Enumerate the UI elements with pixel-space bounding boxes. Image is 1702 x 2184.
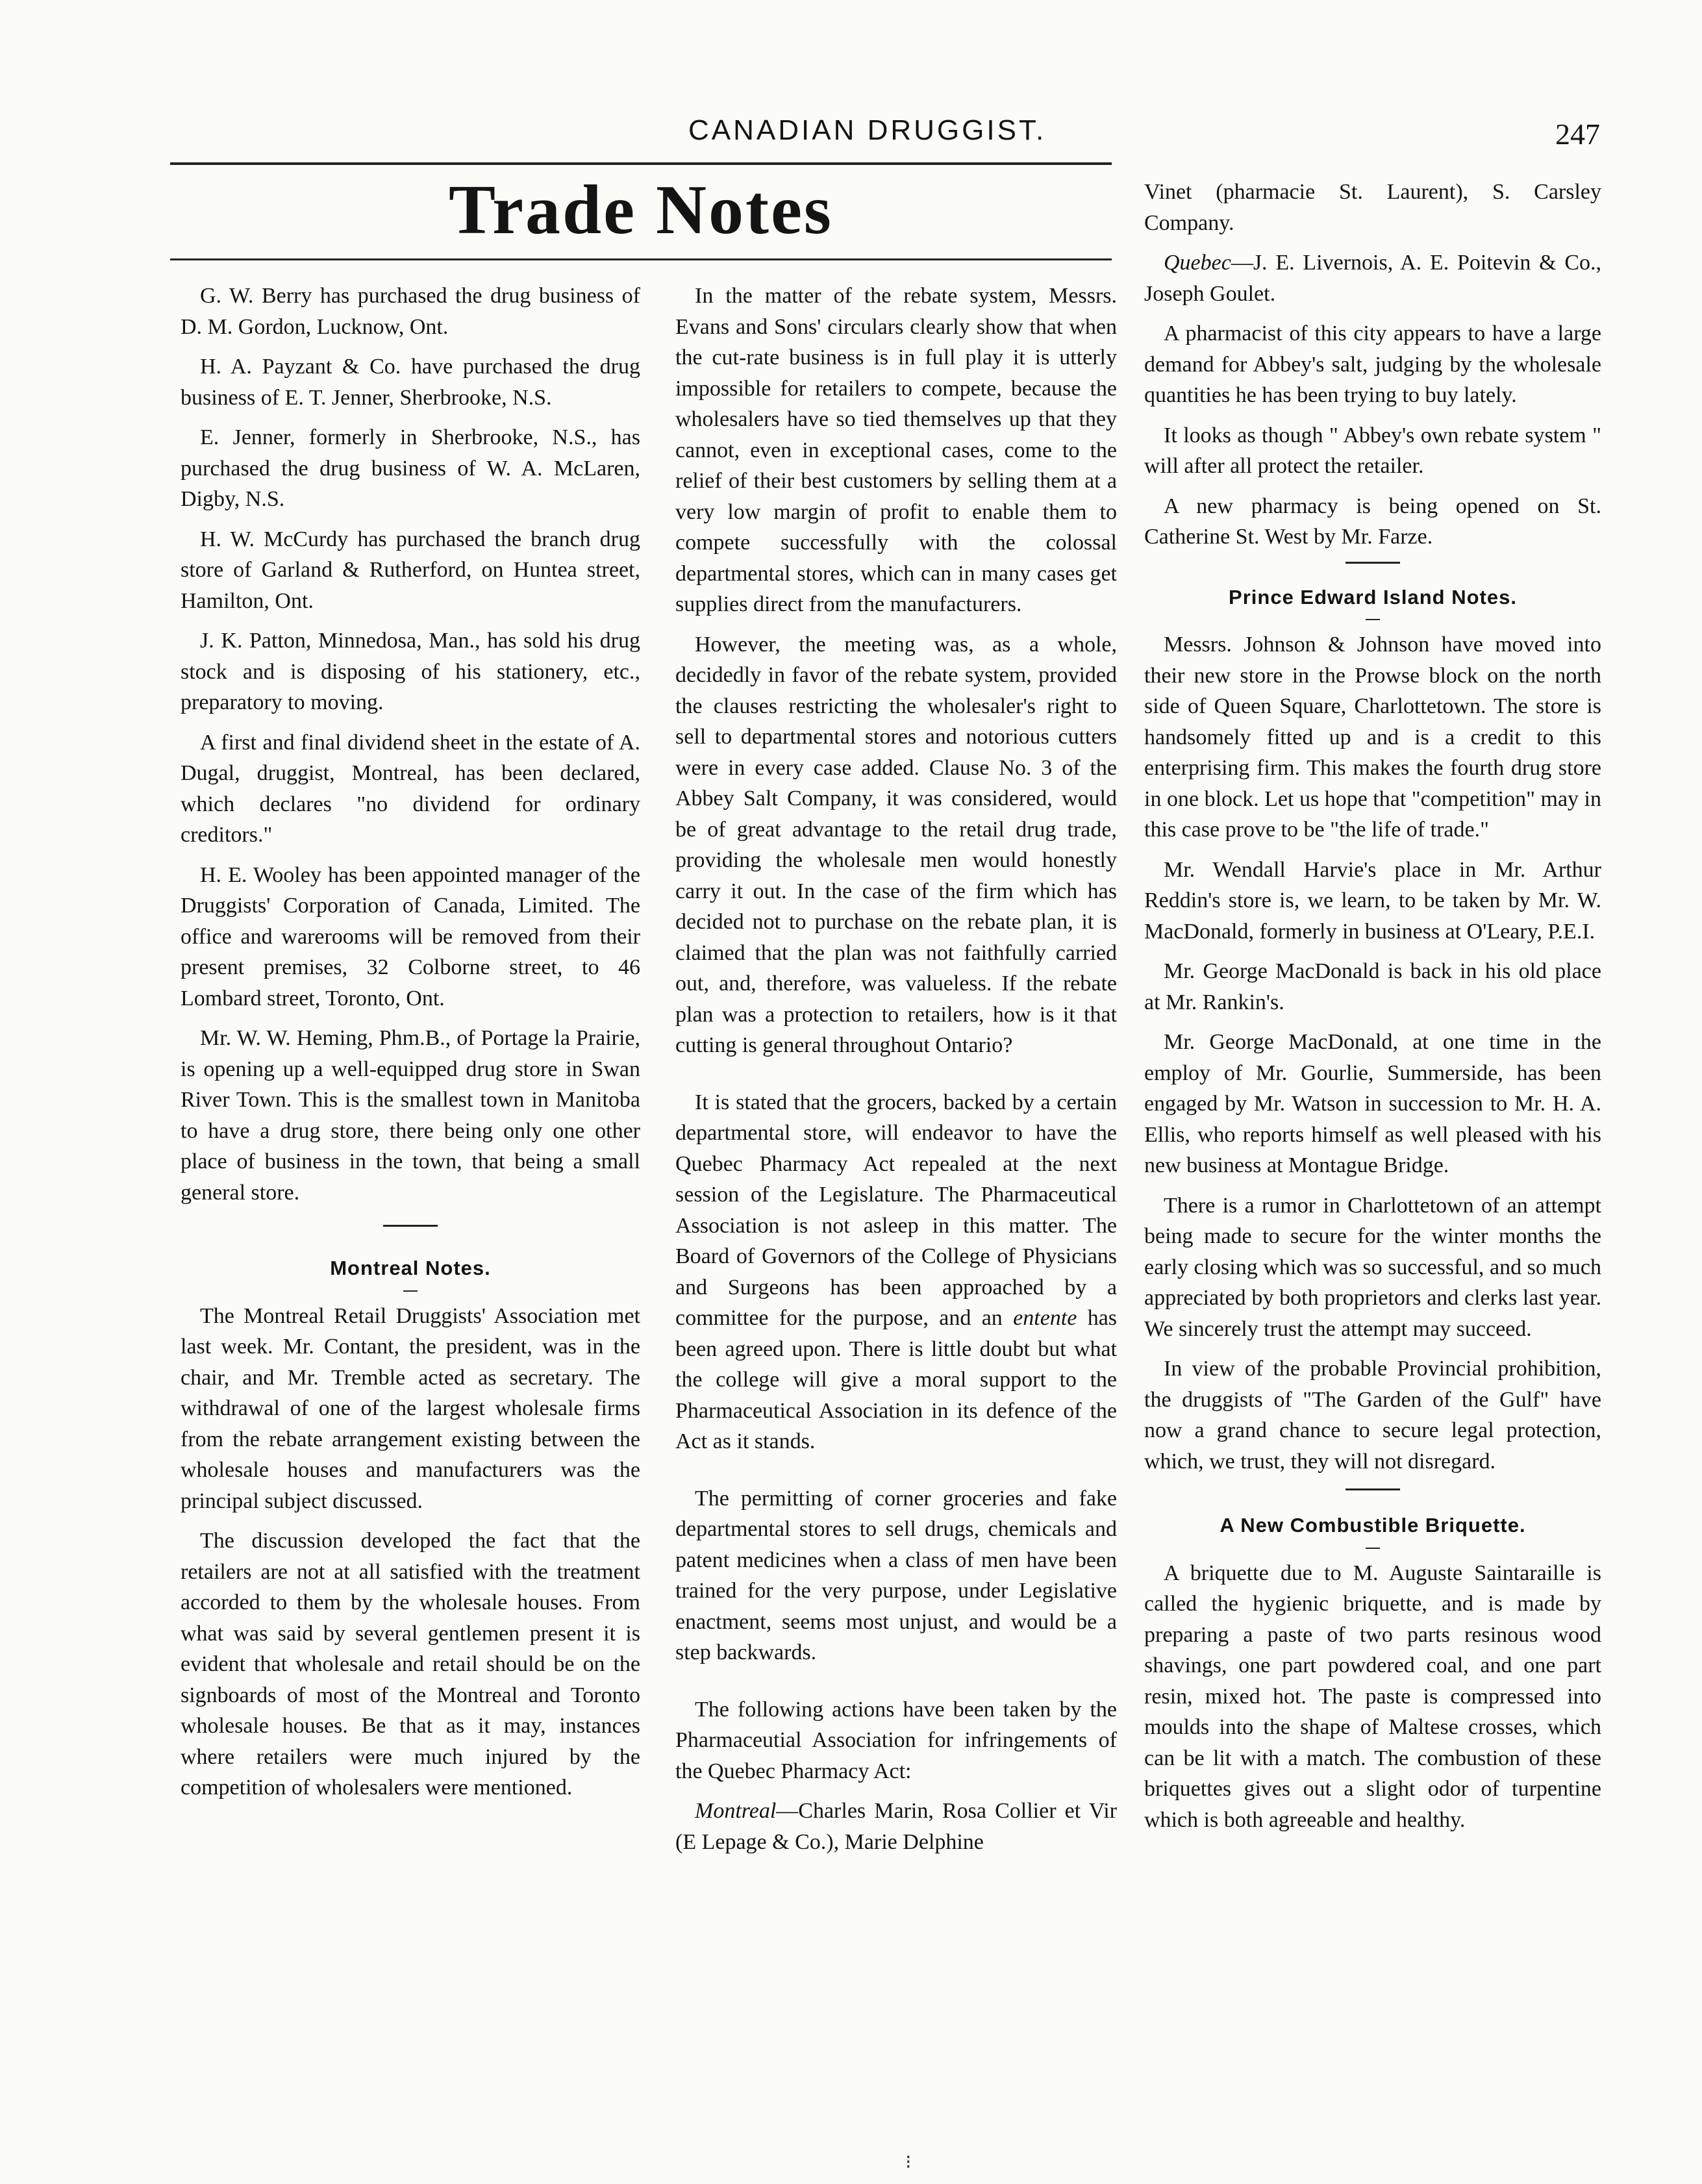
journal-title: CANADIAN DRUGGIST.	[688, 114, 1047, 146]
montreal-notes-heading: Montreal Notes.	[330, 1257, 491, 1279]
news-item	[675, 1796, 1117, 1857]
text-run: —J. E. Livernois, A. E. Poitevin & Co., Joseph Goulet.	[1144, 251, 1601, 306]
news-item: The Montreal Retail Druggists' Association met last week. Mr. Contant, the president, was in the chair, and Mr. Tremble acted as secretary. The withdrawal of one of the largest wholesale firms from the rebate arrangement existing between the wholesale houses and manufacturers was the principal subject discussed.	[181, 1303, 640, 1513]
news-item: Mr. George MacDonald, at one time in the employ of Mr. Gourlie, Summerside, has been engaged by Mr. Watson in succession to Mr. H. A. Ellis, who reports himself as well pleased with his new business at Montague Bridge.	[1144, 1030, 1601, 1177]
news-item: There is a rumor in Charlottetown of an attempt being made to secure for the winter months the early closing which was so successful, and so much appreciated by both proprietors and clerks last year. We sincerely trust the attempt may succeed.	[1144, 1193, 1601, 1341]
print-smudge: ⁝	[905, 2152, 912, 2173]
news-item	[1144, 247, 1601, 309]
news-item: However, the meeting was, as a whole, decidedly in favor of the rebate system, provided the clauses restricting the wholesaler's right to sell to departmental stores and notorious cutters were in every case added. Clause No. 3 of the Abbey Salt Company, it was considered, would be of great advantage to the retail drug trade, providing the wholesale men would honestly carry it out. In the case of the firm which has decided not to purchase on the rebate plan, it is claimed that the plan was not faithfully carried out, and, therefore, was valueless. If the rebate plan was a protection to retailers, how is it that cutting is general throughout Ontario?	[675, 632, 1117, 1057]
news-item: A first and final dividend sheet in the estate of A. Dugal, druggist, Montreal, has been declared, which declares "no dividend for ordinary creditors."	[181, 730, 640, 847]
pei-notes-heading: Prince Edward Island Notes.	[1229, 585, 1517, 609]
heading-dash	[1366, 1548, 1380, 1549]
news-item: J. K. Patton, Minnedosa, Man., has sold his drug stock and is disposing of his stationery, etc., preparatory to moving.	[181, 629, 640, 714]
italic-term: entente	[1013, 1306, 1077, 1330]
title-rule	[170, 258, 1112, 260]
news-item: The permitting of corner groceries and fake departmental stores to sell drugs, chemicals and patent medicines when a class of men have been trained for the very purpose, under Legislative enactment, seems most unjust, and would be a step backwards.	[675, 1486, 1117, 1664]
section-divider	[1345, 1488, 1400, 1490]
news-item: E. Jenner, formerly in Sherbrooke, N.S., has purchased the drug business of W. A. McLaren, Digby, N.S.	[181, 425, 640, 511]
column-right	[1144, 177, 1601, 1844]
news-item: A new pharmacy is being opened on St. Catherine St. West by Mr. Farze.	[1144, 494, 1601, 549]
news-item: The following actions have been taken by the Pharmaceutial Association for infringements of the Quebec Pharmacy Act:	[675, 1697, 1117, 1783]
column-left	[181, 281, 640, 1813]
news-item: H. E. Wooley has been appointed manager of the Druggists' Corporation of Canada, Limited. The office and warerooms will be removed from their present premises, 32 Colborne street, to 46 Lombard street, Toronto, Ont.	[181, 862, 640, 1010]
news-item: A briquette due to M. Auguste Saintaraille is called the hygienic briquette, and is made by preparing a paste of two parts resinous wood shavings, one part powdered coal, and one part resin, mixed hot. The paste is compressed into moulds into the shape of Maltese crosses, which can be lit with a match. The combustion of these briquettes gives out a slight odor of turpentine which is both agreeable and healthy.	[1144, 1561, 1601, 1832]
column-middle	[675, 281, 1117, 1866]
text-run: —Charles Marin, Rosa Collier et Vir (E Lepage & Co.), Marie Delphine	[675, 1799, 1117, 1854]
header-rule	[170, 162, 1112, 165]
news-item: Mr. George MacDonald is back in his old place at Mr. Rankin's.	[1144, 959, 1601, 1014]
news-item: G. W. Berry has purchased the drug business of D. M. Gordon, Lucknow, Ont.	[181, 284, 640, 339]
section-divider	[1345, 562, 1400, 564]
news-item: In the matter of the rebate system, Messrs. Evans and Sons' circulars clearly show that when the cut-rate business is in full play it is utterly impossible for retailers to compete, because the wholesalers have so tied themselves up that they cannot, even in exceptional cases, come to the relief of their best customers by selling them at a very low margin of profit to enable them to compete successfully with the colossal departmental stores, which can in many cases get supplies direct from the manufacturers.	[675, 284, 1117, 616]
news-item: H. A. Payzant & Co. have purchased the drug business of E. T. Jenner, Sherbrooke, N.S.	[181, 355, 640, 410]
news-item: Vinet (pharmacie St. Laurent), S. Carsley Company.	[1144, 180, 1601, 235]
page-header	[169, 114, 1600, 160]
news-item: The discussion developed the fact that the retailers are not at all satisfied with the treatment accorded to them by the wholesale houses. From what was said by several gentlemen present it is evident that wholesale and retail should be on the signboards of most of the Montreal and Toronto wholesale houses. Be that as it may, instances where retailers were much injured by the competition of wholesalers were mentioned.	[181, 1529, 640, 1800]
text-run: It is stated that the grocers, backed by a certain departmental store, will endeavor to have the Quebec Pharmacy Act repealed at the next session of the Legislature. The Pharmaceutical Association is not asleep in this matter. The Board of Governors of the College of Physicians and Surgeons has been approached by a committee for the purpose, and an	[675, 1090, 1117, 1330]
news-item: In view of the probable Provincial prohibition, the druggists of "The Garden of the Gulf" have now a grand chance to secure legal protection, which, we trust, they will not disregard.	[1144, 1357, 1601, 1474]
news-item: Mr. Wendall Harvie's place in Mr. Arthur Reddin's store is, we learn, to be taken by Mr. W. MacDonald, formerly in business at O'Leary, P.E.I.	[1144, 857, 1601, 944]
heading-dash	[403, 1290, 418, 1292]
italic-place: Quebec	[1164, 251, 1231, 275]
news-item: A pharmacist of this city appears to have a large demand for Abbey's salt, judging by the wholesale quantities he has been trying to buy lately.	[1144, 321, 1601, 407]
news-item	[675, 1087, 1117, 1457]
news-item: Messrs. Johnson & Johnson have moved into their new store in the Prowse block on the north side of Queen Square, Charlottetown. The store is handsomely fitted up and is a credit to this enterprising firm. This makes the fourth drug store in one block. Let us hope that "competition" may in this case prove to be "the life of trade."	[1144, 633, 1601, 842]
briquette-heading: A New Combustible Briquette.	[1220, 1514, 1526, 1537]
section-title: Trade Notes	[449, 171, 833, 249]
news-item: H. W. McCurdy has purchased the branch drug store of Garland & Rutherford, on Huntea street, Hamilton, Ont.	[181, 527, 640, 613]
italic-place: Montreal	[695, 1799, 777, 1823]
text-run: has been agreed upon. There is little doubt but what the college will give a moral support to the Pharmaceutical Association in its defence of the Act as it stands.	[675, 1306, 1118, 1453]
news-item: It looks as though " Abbey's own rebate system " will after all protect the retailer.	[1144, 423, 1601, 478]
section-divider	[383, 1225, 438, 1227]
heading-dash	[1366, 619, 1380, 620]
page-number: 247	[1555, 118, 1600, 151]
news-item: Mr. W. W. Heming, Phm.B., of Portage la Prairie, is opening up a well-equipped drug store in Swan River Town. This is the smallest town in Manitoba to have a drug store, there being only one other place of business in the town, that being a small general store.	[181, 1026, 640, 1205]
